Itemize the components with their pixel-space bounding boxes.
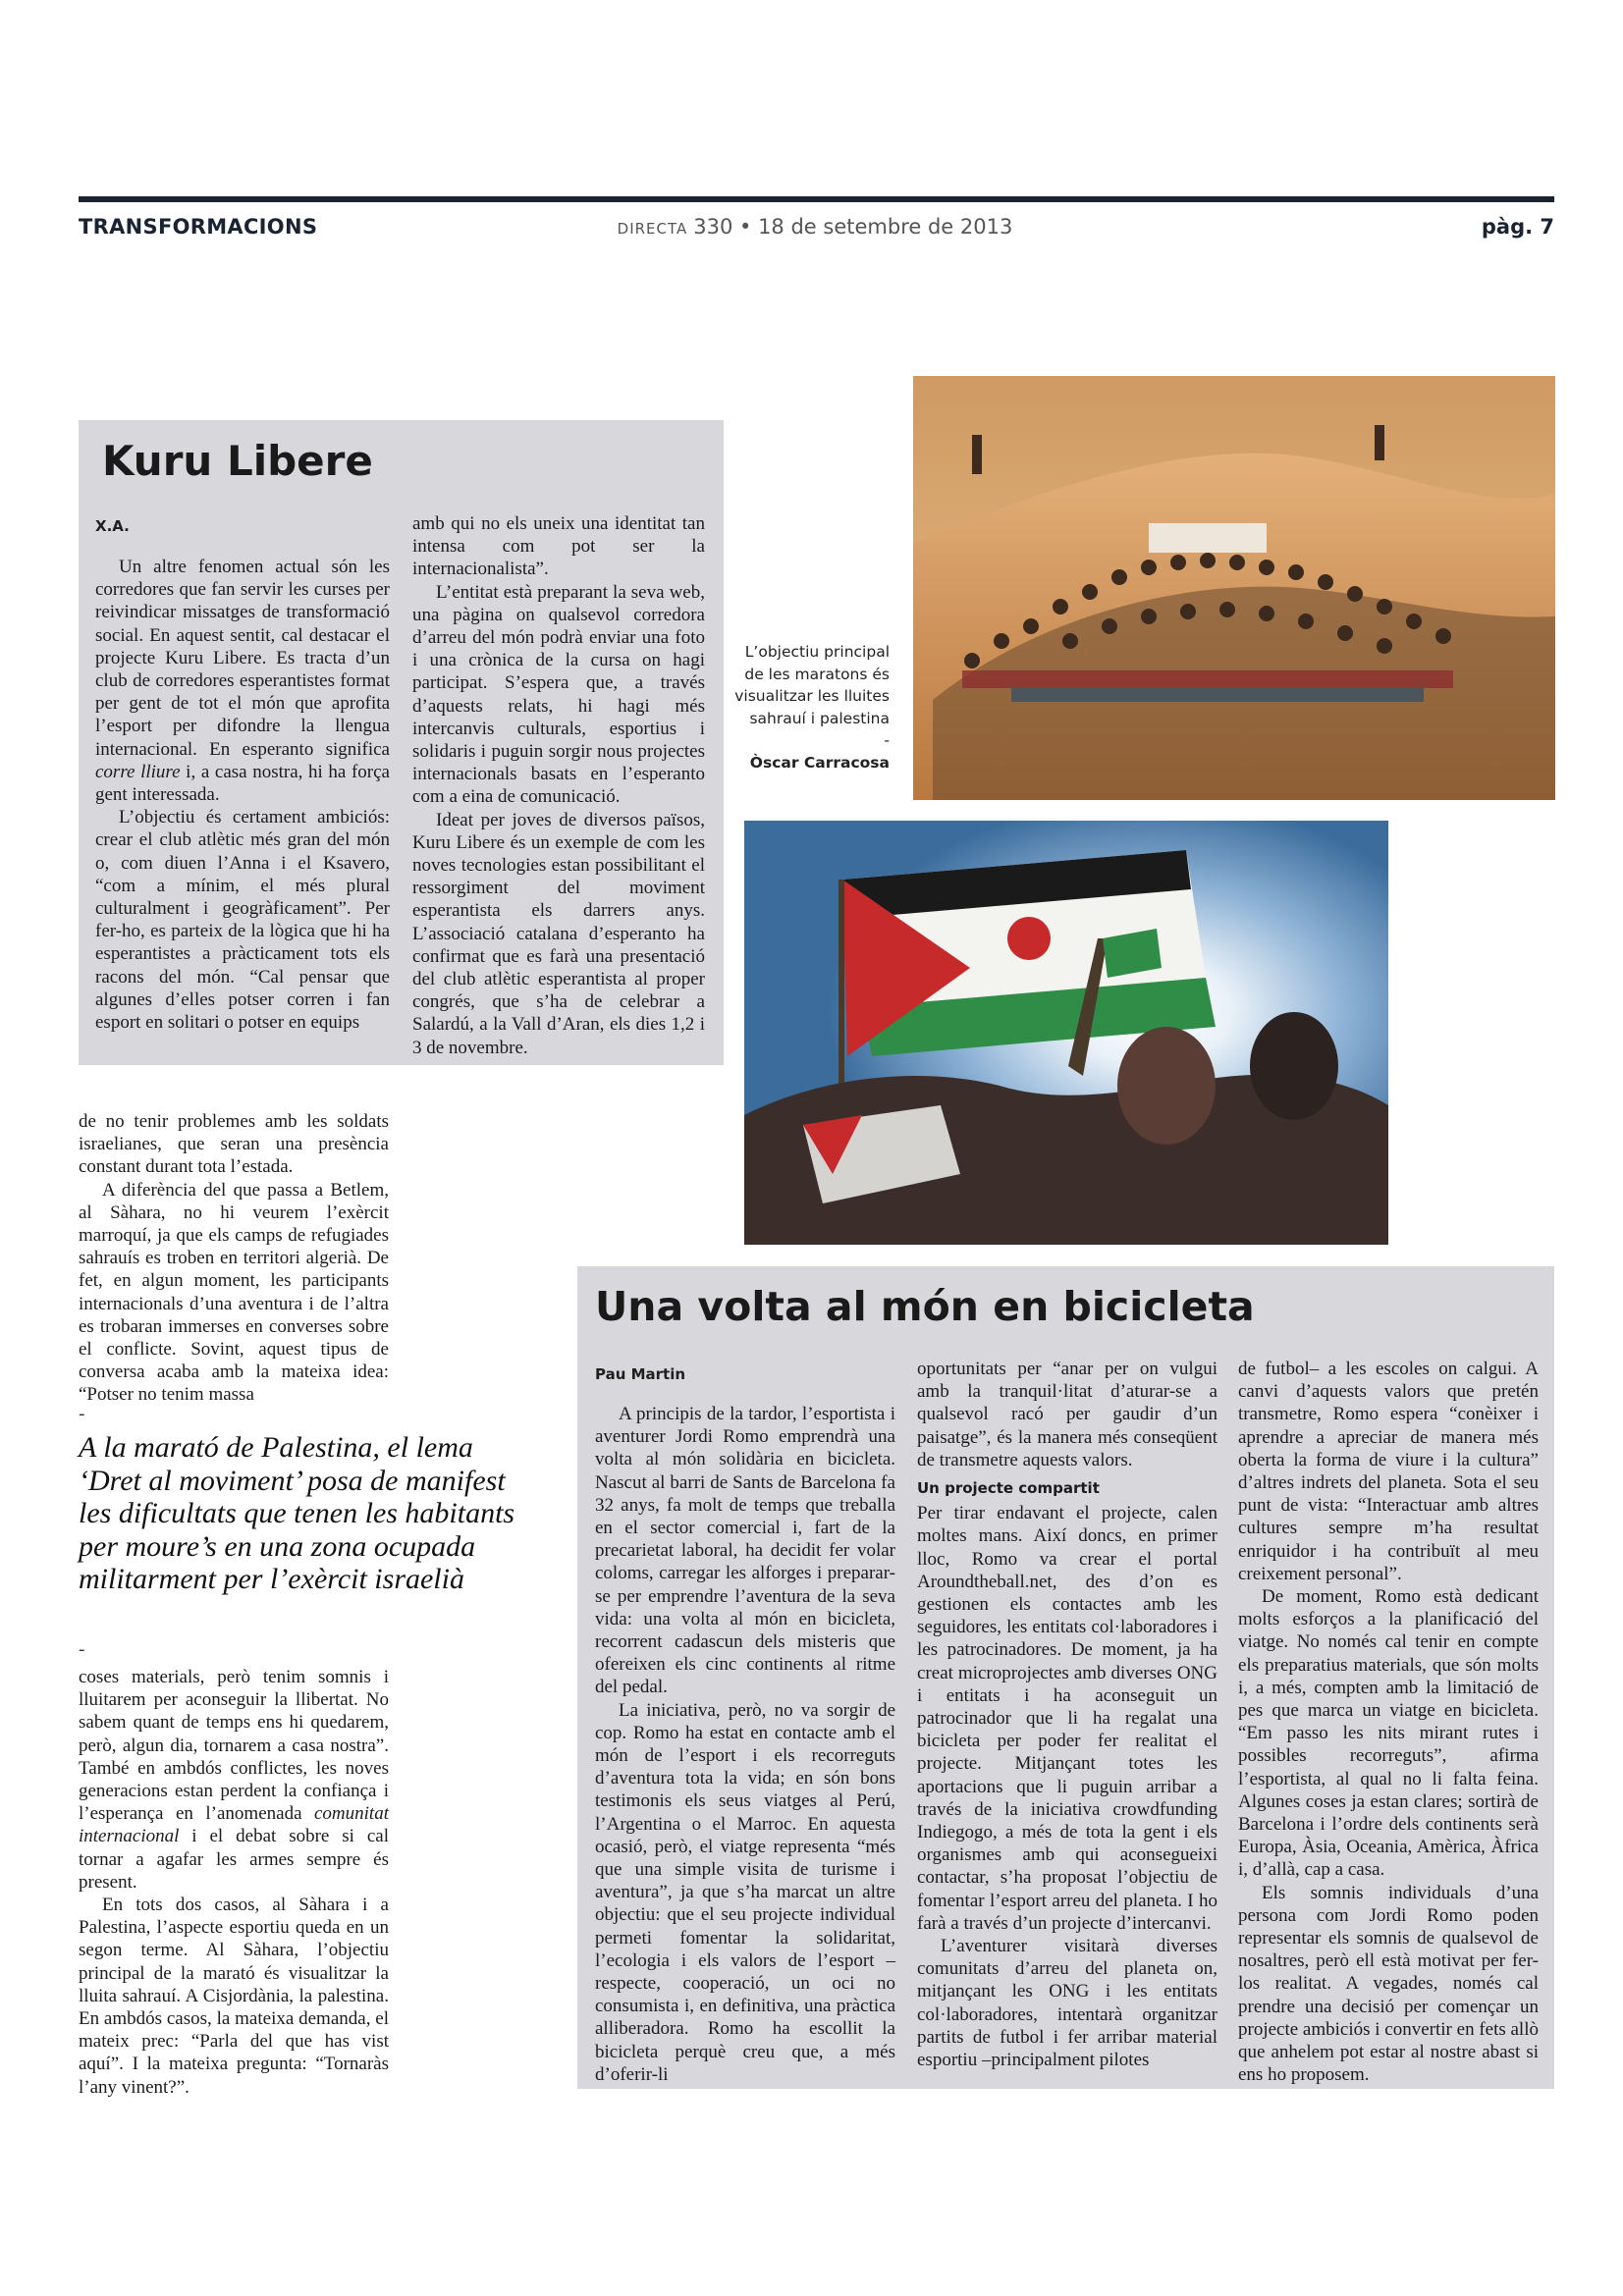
kuru-paragraph: Ideat per joves de diversos països, Kuru Libere és un exemple de com les noves tecnologies estan possibilitant el ressorgiment del moviment esperantista els darrers anys. L’associació catalana d’esperanto ha confirmat que es farà una presentació del club atlètic esperantista al proper congrés, que s’ha de celebrar a Salardú, a la Vall d’Aran, els dies 1,2 i 3 de novembre. (412, 809, 705, 1058)
issue-info (550, 215, 1080, 239)
article-paragraph: En tots dos casos, al Sàhara i a Palestina, l’aspecte esportiu queda en un segon terme. Al Sàhara, l’objectiu principal de la marató és visualitzar la lluita sahrauí. A Cisjordània, la palestina. En ambdós casos, la mateixa demanda, el mateix prec: “Parla del que has vist aquí”. I la mateixa pregunta: “Tornaràs l’any vinent?”. (79, 1895, 389, 2098)
kuru-paragraph: Un altre fenomen actual són les corredores que fan servir les curses per reivindicar missatges de transformació social. En aquest sentit, cal destacar el projecte Kuru Libere. Es tracta d’un club de corredores esperantistes format per gent de tot el món que aprofita l’esport per difondre la llengua internacional. En esperanto significa corre lliure i, a casa nostra, hi ha força gent interessada. (95, 557, 390, 806)
left-article-col-1 (79, 1110, 389, 1407)
page-number: pàg. 7 (1481, 215, 1554, 239)
pullquote-dash-top: - (79, 1404, 85, 1424)
kuru-libere-col-2 (412, 512, 705, 1059)
article-paragraph: oportunitats per “anar per on vulgui amb la tranquil·litat d’aturar-se a qualsevol racó per gaudir d’un paisatge”, és la manera més conseqüent de transmetre aquests valors. (917, 1359, 1217, 1470)
article-paragraph: de no tenir problemes amb les soldats israelianes, que seran una presència constant durant tota l’estada. (79, 1111, 389, 1178)
kuru-paragraph: L’entitat està preparant la seva web, una pàgina on qualsevol corredora d’arreu del món podrà enviar una foto i una crònica de la cursa on hagi participat. S’espera que, a través d’aquests relats, hi hagi més intercanvis culturals, esportius i solidaris i puguin sorgir nous projectes internacionals basats en l’esperanto com a eina de comunicació. (412, 581, 705, 808)
bike-article-col-2 (917, 1358, 1217, 2071)
bike-article-col-3 (1238, 1358, 1539, 2087)
article-paragraph: coses materials, però tenim somnis i lluitarem per aconseguir la llibertat. No sabem quant de temps ens hi quedarem, però, algun dia, tornarem a casa nostra”. També en ambdós conflictes, les noves generacions estan perdent la confiança i l’esperança en l’anomenada comunitat internacional i el debat sobre si cal tornar a agafar les armes sempre és present. (79, 1667, 389, 1893)
kuru-libere-byline: X.A. (95, 517, 130, 535)
article-paragraph: L’aventurer visitarà diverses comunitats d’arreu del planeta on, mitjançant les ONG i les entitats col·laboradores, intentarà organitzar partits de futbol i fer arribar material esportiu –principalment pilotes (917, 1936, 1217, 2071)
bike-article-title: Una volta al món en bicicleta (595, 1283, 1255, 1330)
article-paragraph: De moment, Romo està dedicant molts esforços a la planificació del viatge. No només cal tenir en compte els preparatius materials, que són molts i, a més, compten amb la limitació de pes que marca un viatge en bicicleta. “Em passo les nits mirant rutes i possibles recorreguts”, afirma l’esportista, al qual no li falta feina. Algunes coses ja estan clares; sortirà de Barcelona i l’ordre dels continents serà Europa, Àsia, Oceania, Amèrica, Àfrica i, d’allà, cap a casa. (1238, 1586, 1539, 1881)
caption-text: L’objectiu principal de les maratons és visualitzar les lluites sahrauí i palestina (734, 643, 890, 727)
article-paragraph: La iniciativa, però, no va sorgir de cop. Romo ha estat en contacte amb el món de l’esport i els recorreguts d’aventura tota la vida; en són bons testimonis els seus viatges al Perú, l’Argentina o el Marroc. En aquesta ocasió, però, el viatge representa “més que una simple visita de turisme i aventura”, ja que s’ha marcat un altre objectiu: que el seu projecte individual permeti fomentar la solidaritat, l’ecologia i els valors de l’esport –respecte, cooperació, un oci no consumista i, en definitiva, una pràctica alliberadora. Romo ha escollit la bicicleta perquè creu que, a més d’oferir-li (595, 1699, 895, 2085)
publication-name: DIRECTA (617, 220, 688, 238)
left-article-col-2 (79, 1666, 389, 2099)
top-rule (79, 196, 1554, 202)
caption-dash: - (884, 731, 890, 749)
article-paragraph: Per tirar endavant el projecte, calen moltes mans. Així doncs, en primer lloc, Romo va crear el portal Aroundtheball.net, des d’on es gestionen els contactes amb les seguidores, les entitats col·laboradores i les patrocinadores. De moment, ja ha creat microprojectes amb diverses ONG i entitats i ha aconseguit un patrocinador que li ha regalat una bicicleta per poder fer realitat el projecte. Mitjançant totes les aportacions que li puguin arribar a través de la iniciativa crowdfunding Indiegogo, a més de tota la gent i els organismes amb qui aconsegueixi contactar, s’ha proposat l’objectiu de fomentar l’esport arreu del planeta. I ho farà a través d’un projecte d’intercanvi. (917, 1503, 1217, 1934)
article-paragraph: Els somnis individuals d’una persona com Jordi Romo poden representar els somnis de qualsevol de nosaltres, però ell està motivat per fer-los realitat. A vegades, només cal prendre una decisió per començar un projecte ambiciós i convertir en fets allò que anhelem pot estar al nostre abast si ens ho proposem. (1238, 1882, 1539, 2086)
issue-date: 330 • 18 de setembre de 2013 (693, 215, 1013, 239)
article-paragraph: de futbol– a les escoles on calgui. A canvi d’aquests valors que pretén transmetre, Romo espera “conèixer i aprendre a apreciar de manera més oberta la forma de viure i la cultura” d’altres indrets del planeta. Sota el seu punt de vista: “Interactuar amb altres cultures sempre m’ha resultat enriquidor i ha contribuït al meu creixement personal”. (1238, 1359, 1539, 1584)
kuru-paragraph: L’objectiu és certament ambiciós: crear el club atlètic més gran del món o, com diuen l’Anna i el Ksavero, “com a mínim, el més plural culturalment i geogràficament”. Per fer-ho, es parteix de la lògica que hi ha esperantistes a pràcticament tots els racons del món. “Cal pensar que algunes d’elles potser corren i fan esport en solitari o potser en equips (95, 807, 390, 1034)
marathon-group-photo (913, 376, 1555, 800)
article-paragraph: A diferència del que passa a Betlem, al Sàhara, no hi veurem l’exèrcit marroquí, ja que els camps de refugiades sahrauís es troben en territori algerià. De fet, en algun moment, les participants internacionals d’una aventura i de l’altra es trobaran immerses en converses sobre el conflicte. Sovint, aquest tipus de conversa acaba amb la mateixa idea: “Potser no tenim massa (79, 1179, 389, 1406)
photo-caption (727, 641, 890, 774)
pullquote-dash-bottom: - (79, 1639, 85, 1660)
photo-credit: Òscar Carracosa (749, 753, 890, 772)
flags-protest-photo (744, 821, 1388, 1245)
pullquote: A la marató de Palestina, el lema ‘Dret al moviment’ posa de manifest les dificultats que tenen les habitants per moure’s en una zona ocupada militarment per l’exèrcit israelià (79, 1431, 515, 1596)
article-subhead: Un projecte compartit (917, 1479, 1100, 1498)
bike-article-col-1 (595, 1403, 895, 2086)
kuru-libere-title: Kuru Libere (102, 437, 373, 485)
kuru-paragraph: amb qui no els uneix una identitat tan intensa com pot ser la internacionalista”. (412, 513, 705, 580)
bike-article-byline: Pau Martin (595, 1365, 686, 1383)
kuru-libere-col-1 (95, 556, 390, 1034)
article-paragraph: A principis de la tardor, l’esportista i aventurer Jordi Romo emprendrà una volta al món solidària en bicicleta. Nascut al barri de Sants de Barcelona fa 32 anys, fa molt de temps que treballa en el sector comercial i, fart de la precarietat laboral, ha decidit fer volar coloms, carregar les alforges i preparar-se per emprendre l’aventura de la seva vida: una volta al món en bicicleta, recorrent cadascun dels misteris que ofereixen els cinc continents al ritme del pedal. (595, 1404, 895, 1698)
section-label: TRANSFORMACIONS (79, 215, 318, 239)
